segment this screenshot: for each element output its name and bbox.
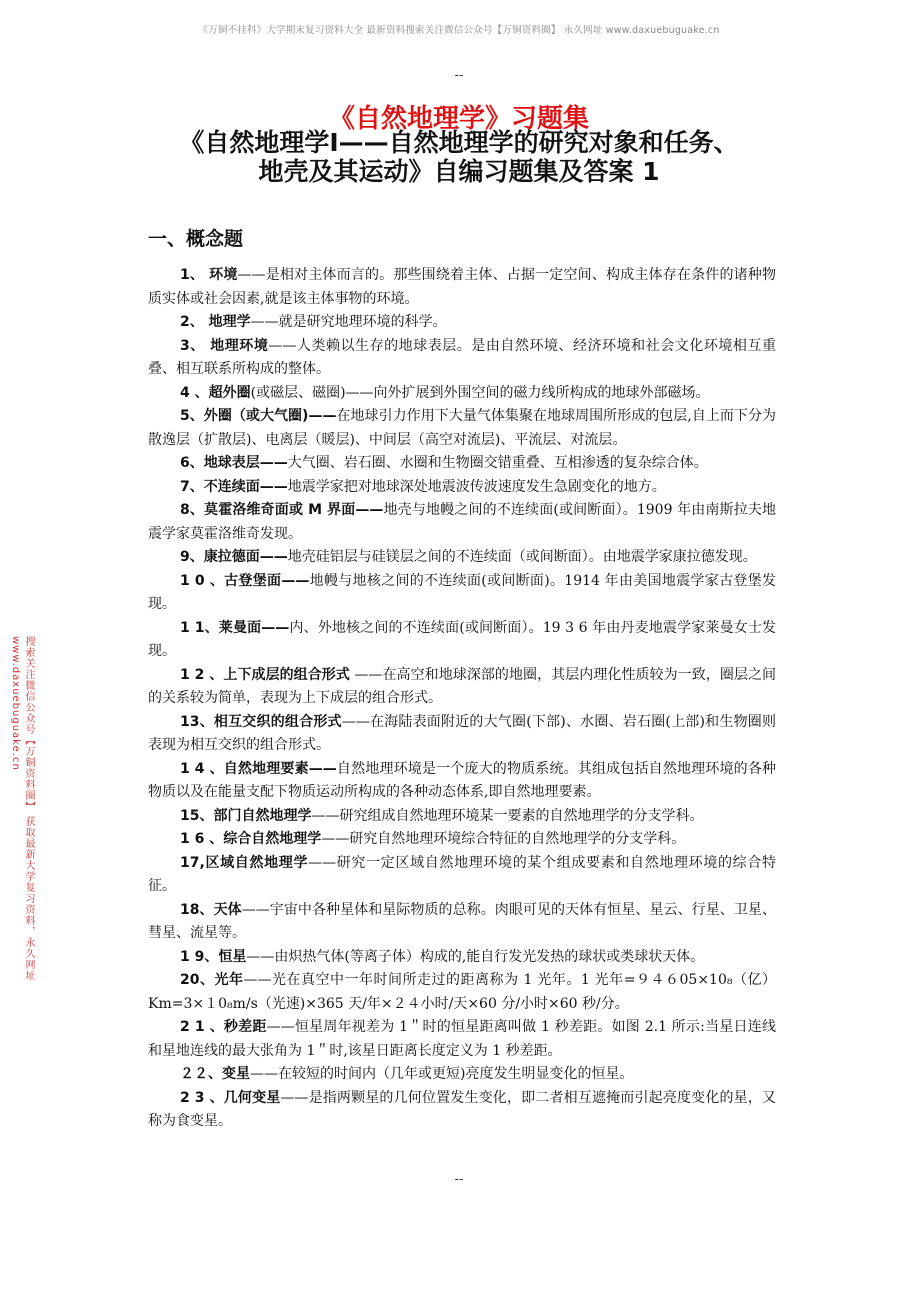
concept-term: 1、 环境 — [180, 267, 238, 283]
concept-term: 20、光年 — [180, 972, 244, 988]
concept-item — [148, 805, 776, 829]
concept-definition: ——光在真空中一年时间所走过的距离称为 1 光年。1 光年=９４６05×10₈（亿）Km=3×１0₈m/s（光速)×365 天/年×２４小时/天×60 分/小时×60 秒/分。 — [148, 972, 776, 1012]
concept-item — [148, 664, 776, 711]
concept-item — [148, 405, 776, 452]
concept-item — [148, 546, 776, 570]
concept-term: 1 2 、上下成层的组合形式 — [180, 666, 350, 683]
concept-term: 17,区域自然地理学 — [180, 854, 309, 871]
concept-item — [148, 1016, 776, 1063]
concept-item — [148, 335, 776, 382]
concept-definition: 大气圈、岩石圈、水圈和生物圈交错重叠、互相渗透的复杂综合体。 — [287, 455, 708, 471]
concept-definition: ——研究一定区域自然地理环境的某个组成要素和自然地理环境的综合特征。 — [148, 854, 776, 894]
concept-item — [148, 899, 776, 946]
concept-term: 1 6 、综合自然地理学 — [180, 831, 322, 847]
concept-definition: ——由炽热气体(等离子体）构成的,能自行发光发热的球状或类球状天体。 — [246, 948, 705, 965]
concept-term: 1 9、恒星 — [180, 948, 247, 965]
concept-definition: ——研究组成自然地理环境某一要素的自然地理学的分支学科。 — [311, 807, 704, 824]
concept-term: 7、不连续面—— — [180, 478, 288, 495]
concept-item — [148, 711, 776, 758]
concept-term: 6、地球表层—— — [180, 455, 288, 471]
concept-item — [148, 758, 776, 805]
document-subtitle — [0, 128, 918, 186]
concept-definition: ——研究自然地理环境综合特征的自然地理学的分支学科。 — [321, 831, 686, 847]
concept-definition: ——在高空和地球深部的地圈，其层内理化性质较为一致，圈层之间的关系较为简单，表现为上下成层的组合形式。 — [148, 666, 777, 706]
concept-item — [148, 311, 776, 335]
concept-term: 13、相互交织的组合形式 — [180, 713, 342, 730]
concept-term: 3、 地理环境 — [180, 337, 269, 354]
subtitle-line-2: 地壳及其运动》自编习题集及答案 1 — [258, 157, 660, 186]
concept-definition: ——是指两颗星的几何位置发生变化，即二者相互遮掩而引起亮度变化的星，又称为食变星。 — [148, 1089, 777, 1129]
concept-definition: ——是相对主体而言的。那些围绕着主体、占据一定空间、构成主体存在条件的诸种物质实体或社会因素,就是该主体事物的环境。 — [148, 267, 776, 307]
concept-item — [148, 499, 776, 546]
concept-definition: 地震学家把对地球深处地震波传波速度发生急剧变化的地方。 — [287, 478, 666, 495]
concept-term: 15、部门自然地理学 — [180, 807, 312, 824]
concept-term: ２２、变星 — [180, 1066, 250, 1082]
concept-item — [148, 969, 776, 1016]
concept-item — [148, 946, 776, 970]
concept-list — [148, 264, 776, 1134]
concept-term: 1 0 、古登堡面—— — [180, 572, 310, 589]
concept-definition: 内、外地核之间的不连续面(或间断面）。19 3 6 年由丹麦地震学家莱曼女士发现。 — [148, 619, 776, 659]
concept-term: 1 1、莱曼面—— — [180, 619, 290, 636]
concept-term: 2 1 、秒差距 — [180, 1019, 267, 1035]
concept-definition: ——恒星周年视差为 1＂时的恒星距离叫做 1 秒差距。如图 2.1 所示:当星日连线和星地连线的最大张角为 1＂时,该星日距离长度定义为 1 秒差距。 — [148, 1019, 777, 1059]
page-mark-top: -- — [454, 68, 464, 83]
concept-definition: 地幔与地核之间的不连续面(或间断面)。1914 年由美国地震学家古登堡发现。 — [148, 572, 776, 612]
concept-term: 4 、超外圈 — [180, 384, 251, 401]
concept-definition: ——人类赖以生存的地球表层。是由自然环境、经济环境和社会文化环境相互重叠、相互联系所构成的整体。 — [148, 337, 776, 377]
section-heading: 一、概念题 — [148, 228, 244, 250]
watermark-header: 《万铜不挂科》大学期末复习资料大全 最新资料搜索关注微信公众号【万铜资料圈】 永久网址 www.daxuebuguake.cn — [198, 25, 720, 36]
concept-definition: 地壳硅铝层与硅镁层之间的不连续面（或间断面）。由地震学家康拉德发现。 — [287, 549, 757, 565]
page-mark-bottom: -- — [454, 1172, 464, 1187]
document-title: 《自然地理学》习题集 — [328, 104, 589, 134]
concept-term: 2、 地理学 — [180, 314, 251, 330]
concept-term: 2 3 、几何变星 — [180, 1089, 281, 1106]
concept-term: 9、康拉德面—— — [180, 549, 288, 565]
concept-item — [148, 452, 776, 476]
concept-item — [148, 264, 776, 311]
concept-item — [148, 570, 776, 617]
concept-definition: ——宇宙中各种星体和星际物质的总称。肉眼可见的天体有恒星、星云、行星、卫星、彗星、流星等。 — [148, 901, 776, 941]
concept-definition: 在地球引力作用下大量气体集聚在地球周围所形成的包层,自上而下分为散逸层（扩散层)、电离层（暖层)、中间层（高空对流层)、平流层、对流层。 — [148, 408, 776, 448]
concept-item — [148, 1063, 776, 1087]
concept-term: 18、天体 — [180, 901, 242, 918]
concept-definition: ——在海陆表面附近的大气圈(下部)、水圈、岩石圈(上部)和生物圈则表现为相互交织的组合形式。 — [148, 713, 776, 753]
concept-term: 1 4 、自然地理要素—— — [180, 760, 337, 777]
concept-item — [148, 1087, 776, 1134]
concept-item — [148, 852, 776, 899]
subtitle-line-1: 《自然地理学Ⅰ——自然地理学的研究对象和任务、 — [179, 128, 739, 157]
concept-term: 8、莫霍洛维奇面或 M 界面—— — [180, 502, 384, 518]
concept-definition: 自然地理环境是一个庞大的物质系统。其组成包括自然地理环境的各种物质以及在能量支配下物质运动所构成的各种动态体系,即自然地理要素。 — [148, 760, 777, 800]
concept-term: 5、外圈（或大气圈)—— — [180, 408, 337, 424]
concept-item — [148, 382, 776, 406]
concept-definition: ——就是研究地理环境的科学。 — [250, 314, 447, 330]
concept-definition: 地壳与地幔之间的不连续面(或间断面）。1909 年由南斯拉夫地震学家莫霍洛维奇发现。 — [148, 502, 777, 542]
concept-item — [148, 617, 776, 664]
concept-definition: (或磁层、磁圈)——向外扩展到外围空间的磁力线所构成的地球外部磁场。 — [250, 384, 710, 401]
concept-item — [148, 476, 776, 500]
concept-definition: ——在较短的时间内（几年或更短)亮度发生明显变化的恒星。 — [250, 1066, 634, 1082]
concept-item — [148, 828, 776, 852]
watermark-side: 搜索关注微信公众号【万铜资料圈】 获取最新大学复习资料，永久网址 www.daxuebuguake.cn — [10, 636, 34, 982]
